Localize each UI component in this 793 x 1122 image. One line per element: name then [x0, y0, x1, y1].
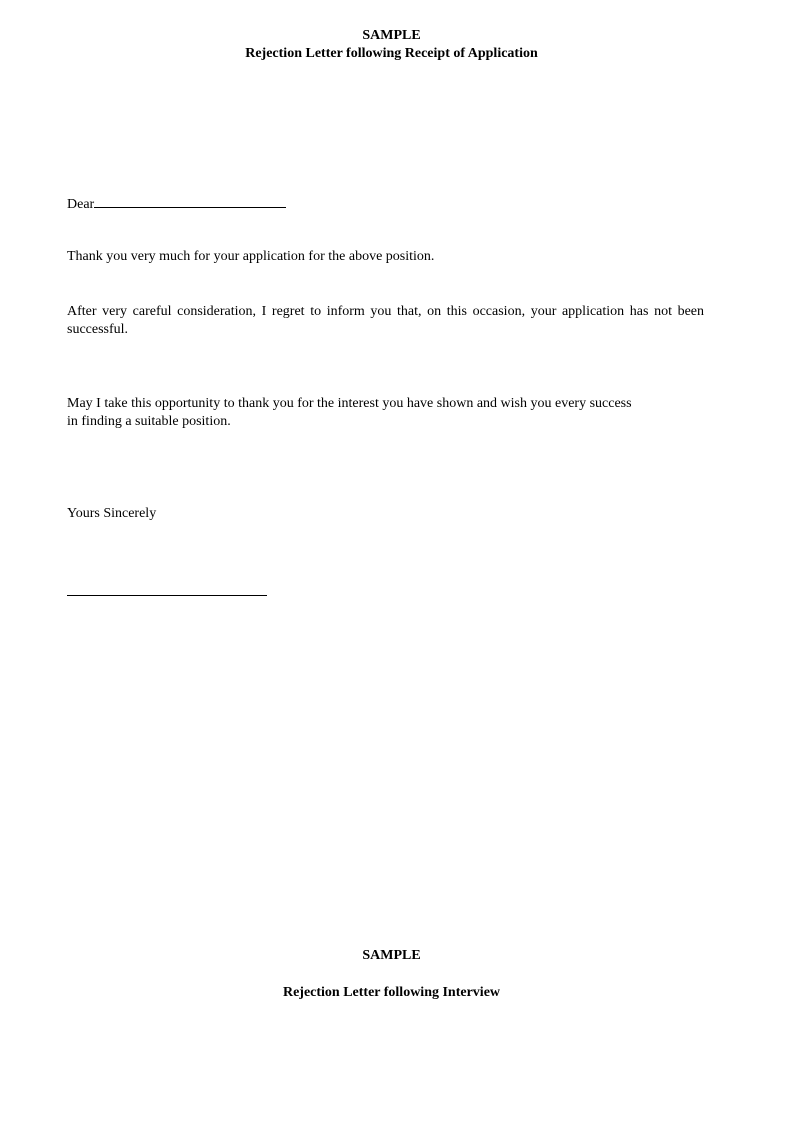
letter1-paragraph-1: Thank you very much for your application for the above position.: [67, 249, 435, 264]
recipient-name-blank: [94, 193, 286, 208]
signature-blank-line: [67, 595, 267, 596]
letter1-paragraph-2: After very careful consideration, I regret to inform you that, on this occasion, your application has not been successful.: [67, 304, 704, 337]
letter1-subtitle: Rejection Letter following Receipt of Application: [245, 46, 538, 61]
salutation-line: [67, 193, 704, 214]
salutation-text: Dear: [67, 197, 95, 212]
letter1-closing: Yours Sincerely: [67, 506, 157, 521]
letter2-title: SAMPLE: [362, 948, 421, 963]
letter1-title: SAMPLE: [362, 28, 421, 43]
letter2-subtitle: Rejection Letter following Interview: [282, 985, 501, 1000]
letter1-paragraph-3-line-2: in finding a suitable position.: [67, 414, 231, 429]
letter1-paragraph-3-line-1: May I take this opportunity to thank you for the interest you have shown and wish you every success: [67, 396, 632, 411]
letter1-paragraph-3: [67, 395, 704, 431]
